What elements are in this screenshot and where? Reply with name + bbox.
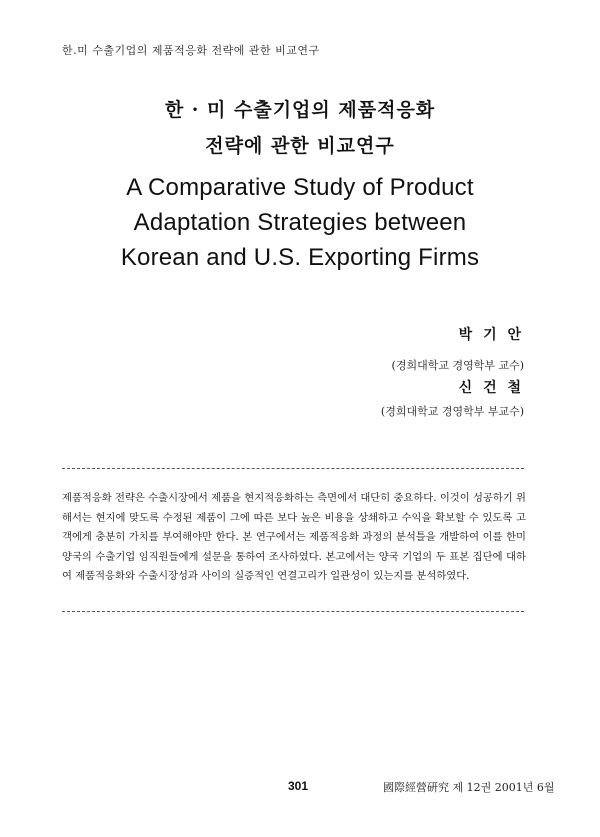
author-2-name: 신 건 철 xyxy=(458,380,524,396)
title-korean-line-1: 한 · 미 수출기업의 제품적응화 xyxy=(164,99,436,121)
abstract-top-rule xyxy=(62,468,524,469)
abstract-bottom-rule xyxy=(62,611,524,612)
author-1 xyxy=(459,324,524,344)
running-header: 한.미 수출기업의 제품적응화 전략에 관한 비교연구 xyxy=(62,44,320,57)
author-2 xyxy=(459,377,524,397)
author-2-affiliation: (경희대학교 경영학부 부교수) xyxy=(380,405,524,418)
author-1-affiliation: (경희대학교 경영학부 교수) xyxy=(391,359,524,372)
page-number: 301 xyxy=(288,779,309,793)
title-english-line-2: Adaptation Strategies between xyxy=(133,209,467,236)
title-korean-line-2: 전략에 관한 비교연구 xyxy=(205,135,395,157)
title-english-line-1: A Comparative Study of Product xyxy=(126,174,474,201)
abstract-text: 제품적응화 전략은 수출시장에서 제품을 현지적응화하는 측면에서 대단히 중요하다. 이것이 성공하기 위해서는 현지에 맞도록 수정된 제품이 그에 따른 보다 높은 비용을 상쇄하고 수익을 확보할 수 있도록 고객에게 충분히 가치를 부여해야만 한다. 본 연구에서는 제품적응화 과정의 분석틀을 개발하여 이를 한미양국의 수출기업 임직원들에게 설문을 통하여 조사하였다. 본고에서는 양국 기업의 두 표본 집단에 대하여 제품적응화와 수출시장성과 사이의 실증적인 연결고리가 일관성이 있는지를 분석하였다. xyxy=(62,492,526,582)
author-1-affiliation-wrap xyxy=(392,357,524,373)
author-2-affiliation-wrap xyxy=(381,403,524,419)
journal-citation: 國際經營硏究 제 12권 2001년 6월 xyxy=(383,781,555,794)
title-block xyxy=(0,92,600,275)
author-1-name: 박 기 안 xyxy=(458,327,524,343)
title-english-line-3: Korean and U.S. Exporting Firms xyxy=(120,244,480,271)
